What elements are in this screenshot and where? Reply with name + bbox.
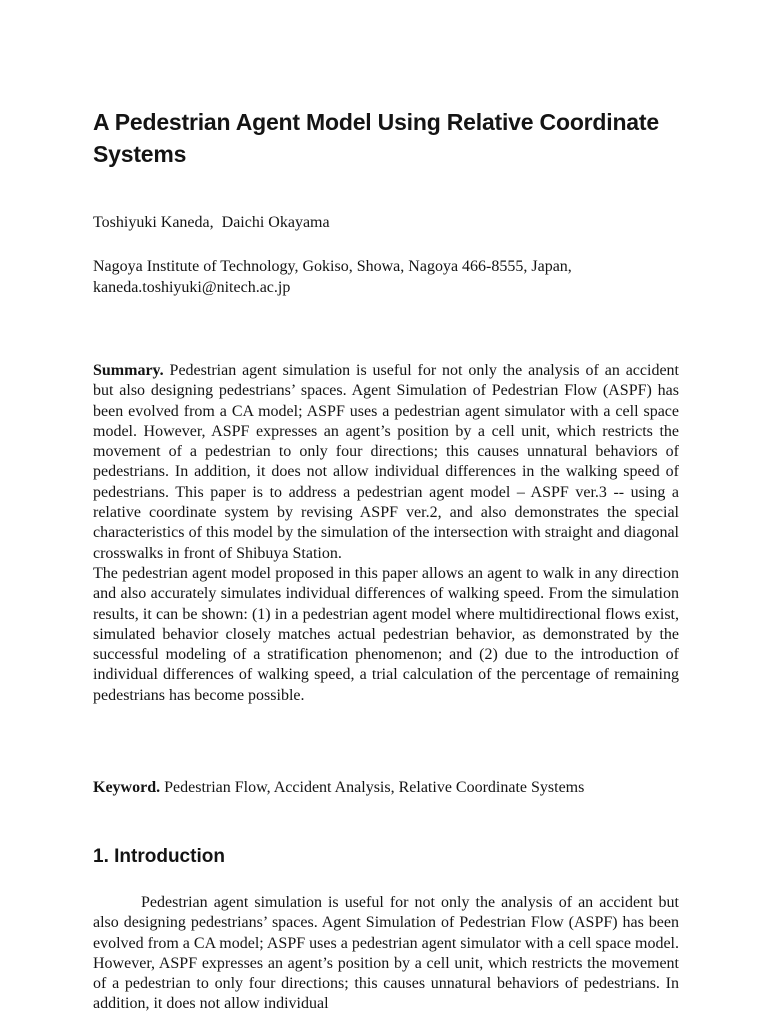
keywords-block [93,778,679,798]
abstract-text-1: Pedestrian agent simulation is useful for not only the analysis of an accident but also designing pedestrians’ spaces. Agent Simulation of Pedestrian Flow (ASPF) has been evolved from a CA model; ASPF uses a pedestrian agent simulator with a cell space model. However, ASPF expresses an agent’s position by a cell unit, which restricts the movement of a pedestrian to only four directions; this causes unnatural behaviors of pedestrians. In addition, it does not allow individual differences in the walking speed of pedestrians. This paper is to address a pedestrian agent model – ASPF ver.3 -- using a relative coordinate system by revising ASPF ver.2, and also demonstrates the special characteristics of this model by the simulation of the intersection with straight and diagonal crosswalks in front of Shibuya Station. [93,362,679,562]
abstract-paragraph-1 [93,361,679,564]
keywords-text: Pedestrian Flow, Accident Analysis, Relative Coordinate Systems [164,779,585,796]
introduction-paragraph: Pedestrian agent simulation is useful for not only the analysis of an accident but also designing pedestrians’ spaces. Agent Simulation of Pedestrian Flow (ASPF) has been evolved from a CA model; ASPF uses a pedestrian agent simulator with a cell space model. However, ASPF expresses an agent’s position by a cell unit, which restricts the movement of a pedestrian to only four directions; this causes unnatural behaviors of pedestrians. In addition, it does not allow individual [93,894,679,1013]
abstract-block [93,361,679,706]
paper-title: A Pedestrian Agent Model Using Relative Coordinate Systems [93,109,659,167]
keywords-label: Keyword. [93,779,161,796]
author-email: kaneda.toshiyuki@nitech.ac.jp [93,279,291,296]
abstract-paragraph-2: The pedestrian agent model proposed in this paper allows an agent to walk in any direction and also accurately simulates individual differences of walking speed. From the simulation results, it can be shown: (1) in a pedestrian agent model where multidirectional flows exist, simulated behavior closely matches actual pedestrian behavior, as demonstrated by the successful modeling of a stratification phenomenon; and (2) due to the introduction of individual differences of walking speed, a trial calculation of the percentage of remaining pedestrians has become possible. [93,564,679,704]
author-list: Toshiyuki Kaneda, Daichi Okayama [93,214,330,231]
affiliation-address: Nagoya Institute of Technology, Gokiso, Showa, Nagoya 466-8555, Japan, [93,258,572,275]
abstract-label: Summary. [93,362,164,379]
section-heading-introduction: 1. Introduction [93,846,225,867]
affiliation-block [93,256,693,298]
